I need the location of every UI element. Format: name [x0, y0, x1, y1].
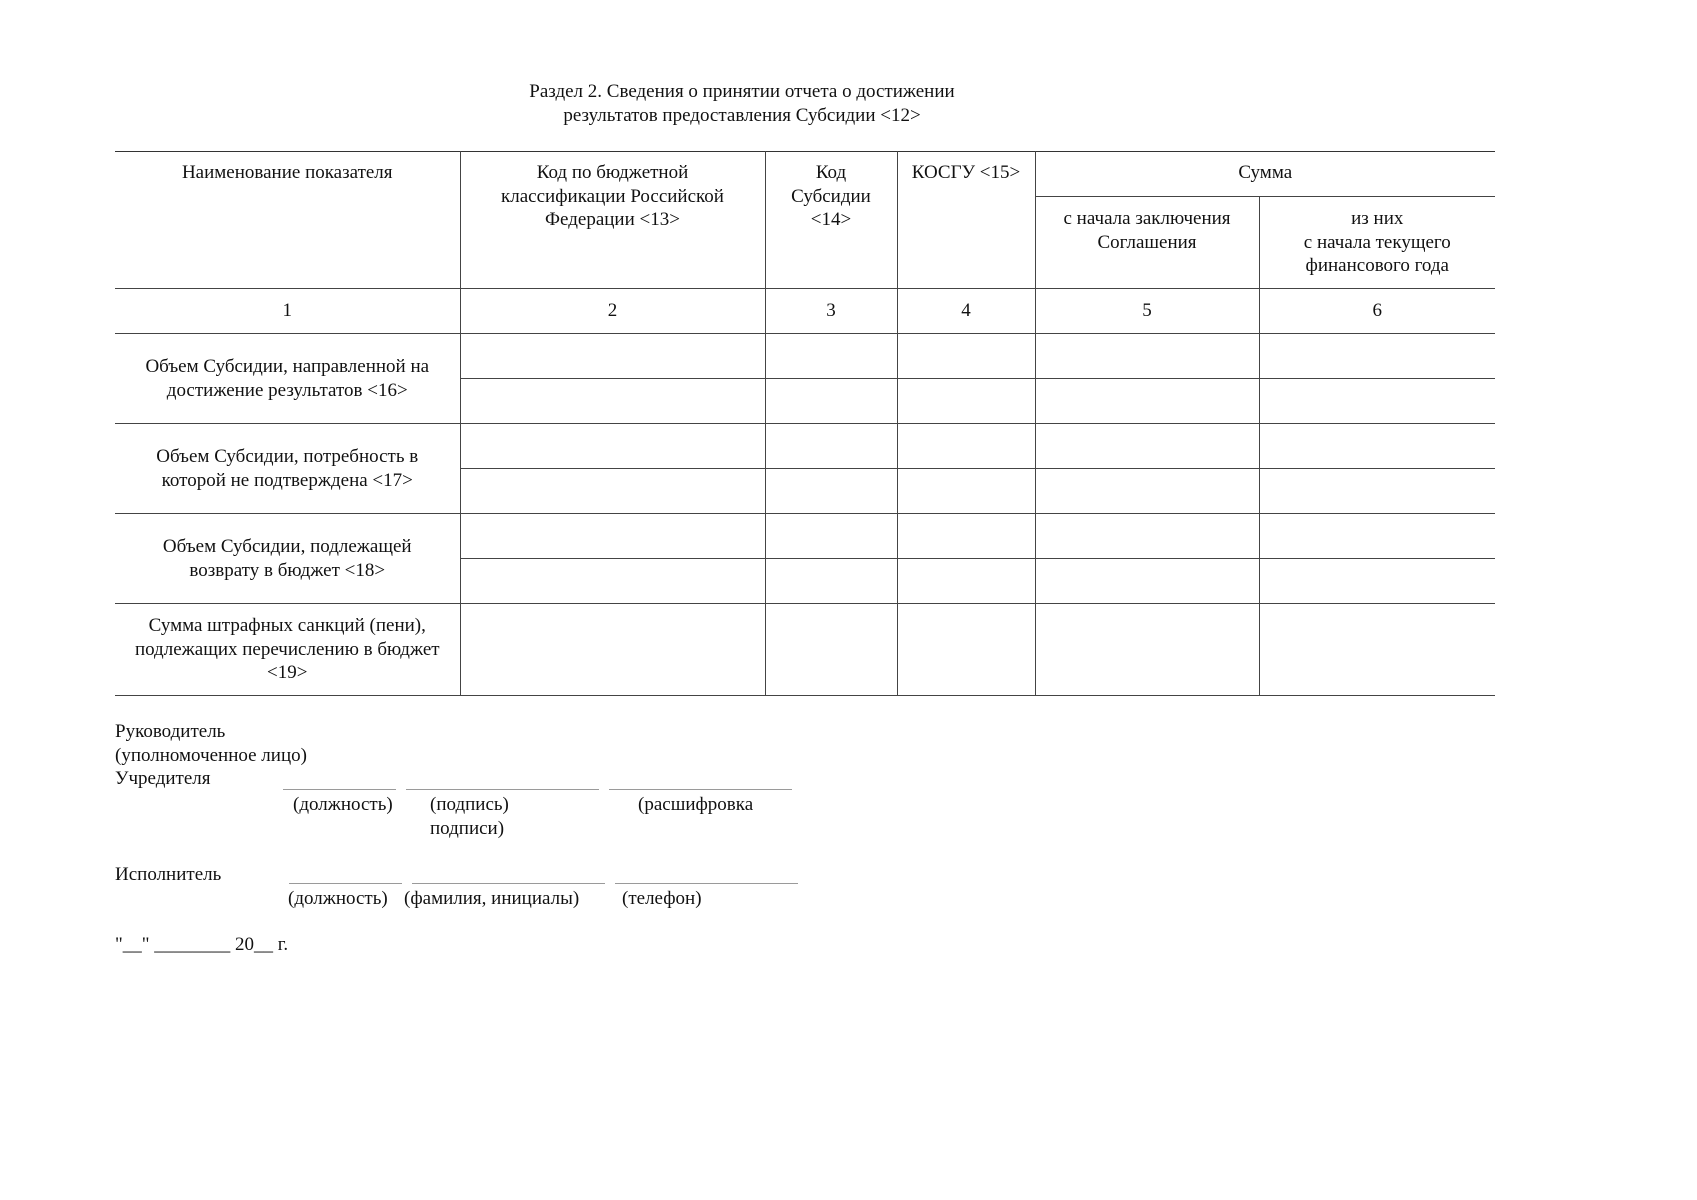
executor-phone-caption: (телефон): [622, 888, 702, 909]
date-line: "__" ________ 20__ г.: [115, 934, 289, 955]
column-number: 3: [765, 289, 897, 334]
table-cell[interactable]: [460, 559, 765, 604]
header-sum: Сумма: [1035, 152, 1495, 197]
header-sum-current-year: из них с начала текущего финансового года: [1259, 197, 1495, 289]
row-label-penalties: Сумма штрафных санкций (пени), подлежащих перечислению в бюджет <19>: [115, 604, 460, 696]
section-title: [0, 80, 1484, 128]
executor-name-line[interactable]: [412, 883, 605, 884]
header-budget-code: Код по бюджетной классификации Российской Федерации <13>: [460, 152, 765, 289]
header-sum-from-agreement: с начала заключения Соглашения: [1035, 197, 1259, 289]
table-cell[interactable]: [897, 514, 1035, 559]
row-label-subsidy-directed: Объем Субсидии, направленной на достижение результатов <16>: [115, 334, 460, 424]
table-cell[interactable]: [1035, 469, 1259, 514]
title-line-2: результатов предоставления Субсидии <12>: [563, 105, 921, 126]
table-cell[interactable]: [765, 424, 897, 469]
table-cell[interactable]: [765, 469, 897, 514]
table-cell[interactable]: [897, 424, 1035, 469]
executor-phone-line[interactable]: [615, 883, 798, 884]
head-position-caption: (должность): [293, 794, 393, 815]
table-cell[interactable]: [897, 469, 1035, 514]
table-cell[interactable]: [1035, 334, 1259, 379]
table-cell[interactable]: [897, 379, 1035, 424]
title-line-1: Раздел 2. Сведения о принятии отчета о достижении: [529, 81, 955, 102]
header-indicator-name: Наименование показателя: [115, 152, 460, 289]
table-cell[interactable]: [1035, 559, 1259, 604]
table-cell[interactable]: [460, 604, 765, 696]
column-number: 5: [1035, 289, 1259, 334]
table-cell[interactable]: [1259, 379, 1495, 424]
table-cell[interactable]: [1259, 424, 1495, 469]
table-cell[interactable]: [765, 379, 897, 424]
table-cell[interactable]: [765, 604, 897, 696]
table-cell[interactable]: [897, 604, 1035, 696]
executor-label: Исполнитель: [115, 864, 222, 885]
table-cell[interactable]: [1035, 379, 1259, 424]
column-number: 2: [460, 289, 765, 334]
header-subsidy-code: Код Субсидии <14>: [765, 152, 897, 289]
table-cell[interactable]: [1259, 604, 1495, 696]
table-cell[interactable]: [1259, 334, 1495, 379]
header-kosgu: КОСГУ <15>: [897, 152, 1035, 289]
table-cell[interactable]: [460, 514, 765, 559]
table-cell[interactable]: [765, 514, 897, 559]
table-cell[interactable]: [897, 559, 1035, 604]
head-decoding-caption: (расшифровка: [638, 794, 754, 815]
table-cell[interactable]: [460, 379, 765, 424]
table-cell[interactable]: [1259, 469, 1495, 514]
table-cell[interactable]: [1035, 514, 1259, 559]
signature-line[interactable]: [406, 789, 599, 790]
table-cell[interactable]: [1259, 559, 1495, 604]
table-cell[interactable]: [460, 424, 765, 469]
row-label-subsidy-return: Объем Субсидии, подлежащей возврату в бюджет <18>: [115, 514, 460, 604]
column-number: 6: [1259, 289, 1495, 334]
table-cell[interactable]: [460, 469, 765, 514]
executor-position-line[interactable]: [289, 883, 402, 884]
table-cell[interactable]: [460, 334, 765, 379]
executor-position-caption: (должность): [288, 888, 388, 909]
table-cell[interactable]: [1259, 514, 1495, 559]
table-cell[interactable]: [765, 559, 897, 604]
report-table: [115, 151, 1495, 696]
head-signature-caption: (подпись) подписи): [430, 794, 509, 839]
table-cell[interactable]: [765, 334, 897, 379]
head-signatory-label: Руководитель (уполномоченное лицо) Учредителя: [115, 721, 307, 789]
decoding-signature-line[interactable]: [609, 789, 792, 790]
table-cell[interactable]: [1035, 604, 1259, 696]
column-number: 4: [897, 289, 1035, 334]
executor-name-caption: (фамилия, инициалы): [404, 888, 580, 909]
row-label-subsidy-unconfirmed: Объем Субсидии, потребность в которой не подтверждена <17>: [115, 424, 460, 514]
table-cell[interactable]: [897, 334, 1035, 379]
position-signature-line[interactable]: [283, 789, 396, 790]
column-number: 1: [115, 289, 460, 334]
table-cell[interactable]: [1035, 424, 1259, 469]
